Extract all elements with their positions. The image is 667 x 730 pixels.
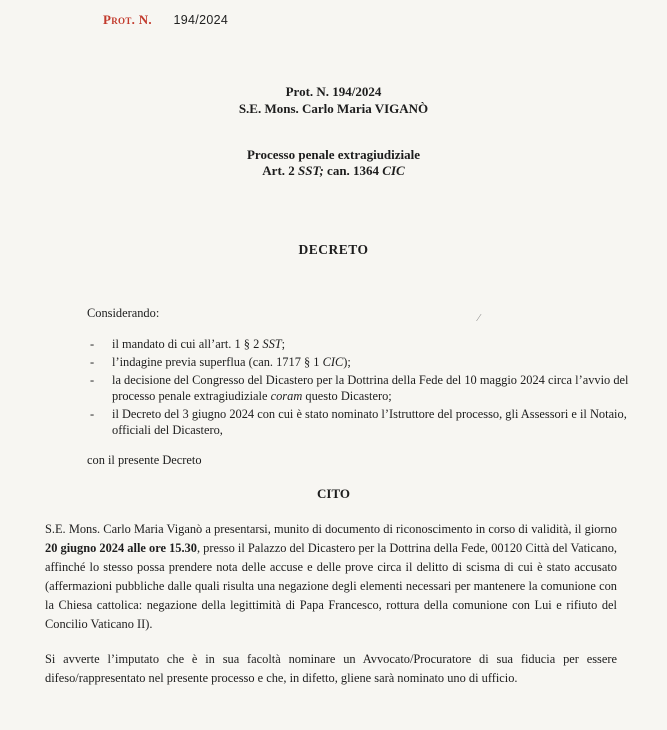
list-item: - il mandato di cui all’art. 1 § 2 SST; bbox=[90, 337, 286, 351]
summons-date: 20 giugno 2024 alle ore 15.30 bbox=[45, 541, 197, 555]
cito-heading: CITO bbox=[317, 486, 350, 501]
considerations-list bbox=[90, 336, 630, 440]
stamp-label: Prot. N. bbox=[103, 12, 152, 27]
notice-paragraph: Si avverte l’imputato che è in sua facoltà nominare un Avvocato/Procuratore di sua fiducia per essere difeso/rappresentato nel presente processo e che, in difetto, gliene sarà nominato uno di ufficio. bbox=[45, 652, 617, 685]
considerando-label: Considerando: bbox=[87, 306, 160, 320]
subject-can: can. 1364 bbox=[323, 163, 383, 178]
summons-paragraph: S.E. Mons. Carlo Maria Viganò a presentarsi, munito di documento di riconoscimento in corso di validità, il giorno 20 giugno 2024 alle ore 15.30, presso il Palazzo del Dicastero per la Dottrina della Fede, 00120 Città del Vaticano, affinché lo stesso possa prendere nota delle accuse e delle prove circa il delitto di scisma di cui è stato accusato (affermazioni pubbliche dalle quali risulta una negazione degli elementi necessari per mantenere la comunione con la Chiesa cattolica: negazione della legittimità di Papa Francesco, rottura della comunione con Lui e rifiuto del Concilio Vaticano II). bbox=[45, 522, 617, 631]
list-item: - l’indagine previa superflua (can. 1717 § 1 CIC); bbox=[90, 355, 351, 369]
addressee: S.E. Mons. Carlo Maria VIGANÒ bbox=[238, 101, 429, 116]
protocol-reference: Prot. N. 194/2024 bbox=[285, 84, 382, 99]
list-item: - il Decreto del 3 giugno 2024 con cui è stato nominato l’Istruttore del processo, gli Assessori e il Notaio, officiali del Dicastero, bbox=[90, 407, 627, 437]
subject-art: Art. 2 bbox=[262, 163, 299, 178]
closing-line: con il presente Decreto bbox=[87, 453, 202, 467]
protocol-stamp bbox=[103, 12, 228, 28]
document-title: DECRETO bbox=[298, 242, 369, 257]
stamp-number: 194/2024 bbox=[173, 13, 229, 27]
stray-mark: ⁄ bbox=[478, 313, 480, 324]
subject-cic: CIC bbox=[382, 163, 405, 178]
subject-sst: SST; bbox=[298, 163, 324, 178]
subject-line-2 bbox=[0, 163, 667, 179]
list-item: - la decisione del Congresso del Dicastero per la Dottrina della Fede del 10 maggio 2024 circa l’avvio del processo penale extragiudiziale coram questo Dicastero; bbox=[90, 373, 629, 403]
subject-line-1: Processo penale extragiudiziale bbox=[246, 147, 421, 162]
